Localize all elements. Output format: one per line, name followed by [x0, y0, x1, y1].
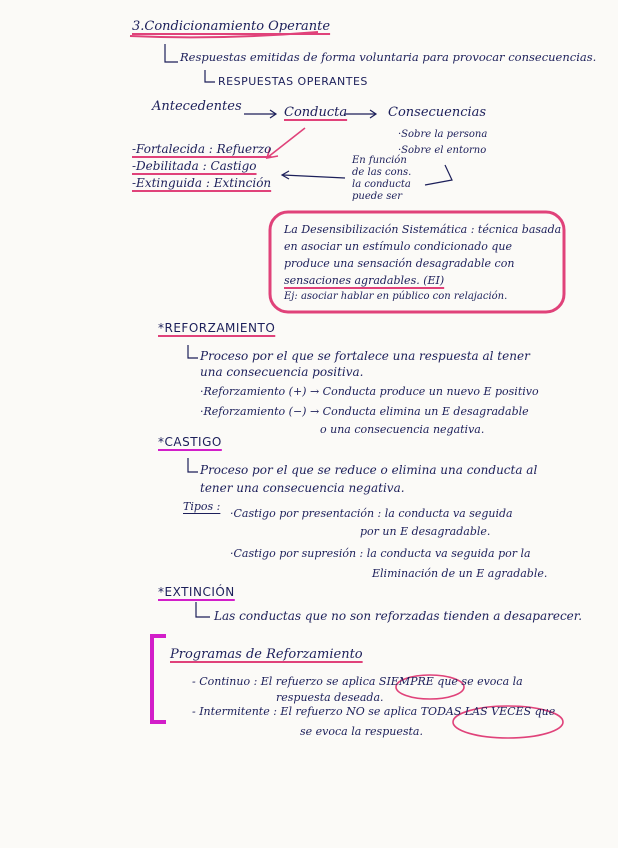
label-fortalecida: -Fortalecida : Refuerzo: [132, 142, 272, 156]
programas-bracket: [152, 636, 166, 722]
castigo-def-2: tener una consecuencia negativa.: [200, 481, 405, 495]
castigo-tipos: Tipos :: [183, 500, 221, 513]
heading-castigo: *CASTIGO: [158, 435, 222, 449]
refuerzo-positivo: ·Reforzamiento (+) → Conducta produce un nuevo E positivo: [200, 385, 539, 398]
label-funcion-1: En función: [352, 155, 407, 166]
castigo-def-1: Proceso por el que se reduce o elimina una conducta al: [200, 463, 538, 477]
arrow-back-2: [283, 175, 345, 178]
castigo-presentacion-2: por un E desagradable.: [360, 525, 491, 538]
line-operantes: RESPUESTAS OPERANTES: [218, 75, 368, 88]
box-line-4: sensaciones agradables. (EI): [284, 274, 445, 287]
arrow-back-1: [425, 165, 452, 185]
refuerzo-arrow: [188, 345, 198, 358]
programa-intermitente-1: - Intermitente : El refuerzo NO se aplica TODAS LAS VECES que: [192, 705, 556, 718]
sub-arrow-1: [165, 44, 178, 62]
label-conducta: Conducta: [284, 105, 348, 120]
label-consecuencias: Consecuencias: [388, 105, 487, 120]
label-funcion-3: la conducta: [352, 179, 411, 190]
castigo-supresion-1: ·Castigo por supresión : la conducta va seguida por la: [230, 547, 531, 560]
arrow-pink: [268, 128, 305, 157]
label-sobre-entorno: ·Sobre el entorno: [398, 145, 487, 156]
refuerzo-negativo-2: o una consecuencia negativa.: [320, 423, 485, 436]
sub-arrow-2: [205, 70, 215, 82]
programa-continuo-2: respuesta deseada.: [276, 691, 384, 704]
box-line-2: en asociar un estímulo condicionado que: [284, 240, 512, 253]
extincion-arrow: [196, 602, 210, 617]
heading-reforzamiento: *REFORZAMIENTO: [158, 321, 276, 335]
heading-programas: Programas de Reforzamiento: [170, 647, 363, 662]
programa-continuo-1: - Continuo : El refuerzo se aplica SIEMPRE que se evoca la: [192, 675, 523, 688]
label-funcion-4: puede ser: [352, 191, 403, 202]
label-debilitada: -Debilitada : Castigo: [132, 159, 257, 173]
heading-extincion: *EXTINCIÓN: [158, 585, 235, 599]
box-line-1: La Desensibilización Sistemática : técnica basada: [284, 223, 562, 236]
refuerzo-def-2: una consecuencia positiva.: [200, 365, 364, 379]
label-extinguida: -Extinguida : Extinción: [132, 176, 272, 190]
extincion-def: Las conductas que no son reforzadas tienden a desaparecer.: [214, 609, 583, 623]
line-respuestas: Respuestas emitidas de forma voluntaria para provocar consecuencias.: [180, 50, 597, 64]
castigo-presentacion-1: ·Castigo por presentación : la conducta va seguida: [230, 507, 513, 520]
page-title: 3.Condicionamiento Operante: [132, 19, 331, 34]
programa-intermitente-2: se evoca la respuesta.: [300, 725, 423, 738]
label-sobre-persona: ·Sobre la persona: [398, 129, 488, 140]
box-line-3: produce una sensación desagradable con: [284, 257, 515, 270]
castigo-supresion-2: Eliminación de un E agradable.: [372, 567, 548, 580]
label-antecedentes: Antecedentes: [152, 99, 242, 114]
refuerzo-negativo-1: ·Reforzamiento (−) → Conducta elimina un E desagradable: [200, 405, 529, 418]
box-line-5: Ej: asociar hablar en público con relajación.: [284, 291, 508, 302]
refuerzo-def-1: Proceso por el que se fortalece una respuesta al tener: [200, 349, 530, 363]
label-funcion-2: de las cons.: [352, 167, 412, 178]
castigo-arrow: [188, 458, 198, 472]
